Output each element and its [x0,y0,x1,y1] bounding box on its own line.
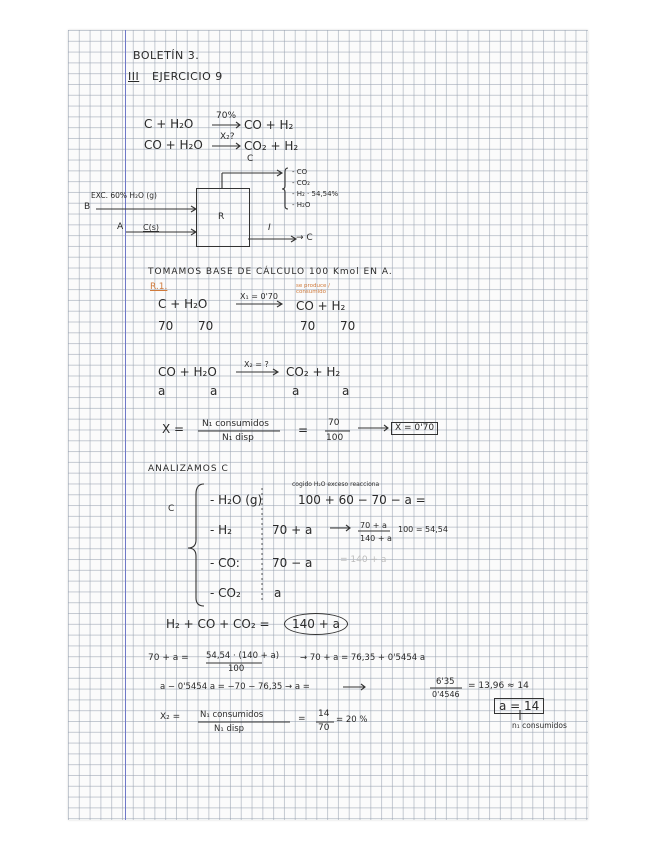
x2-denominator: N₁ disp [214,724,245,734]
calc-line1-numerator: 54,54 · (140 + a) [206,651,280,661]
outlet-top-letter: C [247,154,254,164]
x2-lhs: X₂ = [160,712,181,722]
analysis-row-h2: - H₂ [210,523,232,537]
r2-value-h2: a [342,384,350,398]
x-equals: = [298,423,309,437]
x-lhs: X = [162,422,185,436]
analysis-row-h2o-expr: 100 + 60 − 70 − a = [298,493,426,507]
roman-numeral: III [128,70,140,83]
reaction1-arrow-label: 70% [216,111,237,121]
x2-numerator-value: 14 [318,709,330,719]
r1-value-co: 70 [300,319,316,333]
analysis-row-co2: - CO₂ [210,586,241,600]
r1-note: se produce / consumido [296,283,330,296]
calc-line2-denominator: 0'4546 [432,690,460,699]
stream-a-letter: A [117,222,124,232]
stream-b-letter: B [84,202,91,212]
analysis-stream-label: C [168,504,175,514]
analysis-row-co: - CO: [210,556,240,570]
stream-a-label: C(s) [143,223,159,232]
calc-line1-result: → 70 + a = 76,35 + 0'5454 a [300,653,426,663]
r1-value-h2o: 70 [198,319,214,333]
reaction2-left: CO + H₂O [144,138,203,152]
analysis-note: cogido H₂O exceso reacciona [292,481,380,488]
r1-value-c: 70 [158,319,174,333]
r1-value-h2: 70 [340,319,356,333]
analysis-heading: ANALIZAMOS C [148,464,229,474]
x2-denominator-value: 70 [318,723,330,733]
x-denominator-value: 100 [326,433,344,443]
bulletin-title: BOLETÍN 3. [133,49,200,62]
reactor-label: R [218,212,225,222]
reaction1-right: CO + H₂ [244,118,294,132]
outlet-side-letter: I [268,223,271,233]
outlet-component-h2: - H₂ · 54,54% [292,190,339,198]
calc-line2-numerator: 6'35 [436,677,455,687]
x2-note: n₁ consumidos [512,721,567,730]
x2-tail: = 20 % [336,715,368,725]
analysis-row-h2-expr: 70 + a [272,523,313,537]
r2-value-co: a [158,384,166,398]
r2-value-h2o: a [210,384,218,398]
calc-line1-lhs: 70 + a = [148,653,189,663]
analysis-h2-tail: 100 = 54,54 [398,525,448,534]
reaction2-right: CO₂ + H₂ [244,139,299,153]
analysis-row-co2-expr: a [274,586,282,600]
r1-equation-right: CO + H₂ [296,299,346,313]
reaction1-left: C + H₂O [144,117,194,131]
exercise-title: EJERCICIO 9 [152,70,223,83]
r1-label: R.1. [150,282,168,292]
r2-arrow-label: X₂ = ? [244,360,269,369]
r1-equation-left: C + H₂O [158,297,208,311]
sum-result-circled: 140 + a [284,613,348,635]
r2-equation-left: CO + H₂O [158,365,217,379]
x-numerator-value: 70 [328,418,340,428]
analysis-row-co-extra: = 140 + a [340,555,387,565]
x-result-box: X = 0'70 [391,422,438,435]
x-denominator: N₁ disp [222,433,254,443]
calc-line2: a − 0'5454 a = −70 − 76,35 → a = [160,682,310,692]
base-statement: TOMAMOS BASE DE CÁLCULO 100 Kmol EN A. [148,267,393,277]
analysis-h2-fraction-num: 70 + a [360,521,387,530]
x2-numerator: N₁ consumidos [200,710,264,720]
analysis-row-h2o: - H₂O (g) [210,493,263,507]
calc-line2-tail: = 13,96 ≈ 14 [468,681,529,691]
outlet-component-h2o: - H₂O [292,201,311,209]
x2-equals: = [298,714,306,724]
reaction2-arrow-label: X₂? [220,132,235,142]
analysis-h2-fraction-den: 140 + a [360,534,392,543]
a-boxed-result: a = 14 [494,698,544,714]
r2-equation-right: CO₂ + H₂ [286,365,341,379]
calc-line1-denominator: 100 [228,664,245,674]
x-numerator: N₁ consumidos [202,419,269,429]
analysis-row-co-expr: 70 − a [272,556,313,570]
r1-arrow-label: X₁ = 0'70 [240,292,278,301]
stream-b-label: EXC. 60% H₂O (g) [91,191,157,200]
sum-lhs: H₂ + CO + CO₂ = [166,617,270,631]
outlet-component-co2: - CO₂ [292,179,310,187]
r2-value-co2: a [292,384,300,398]
outlet-component-co: - CO [292,168,308,176]
outlet-side-dest: → C [296,233,313,243]
